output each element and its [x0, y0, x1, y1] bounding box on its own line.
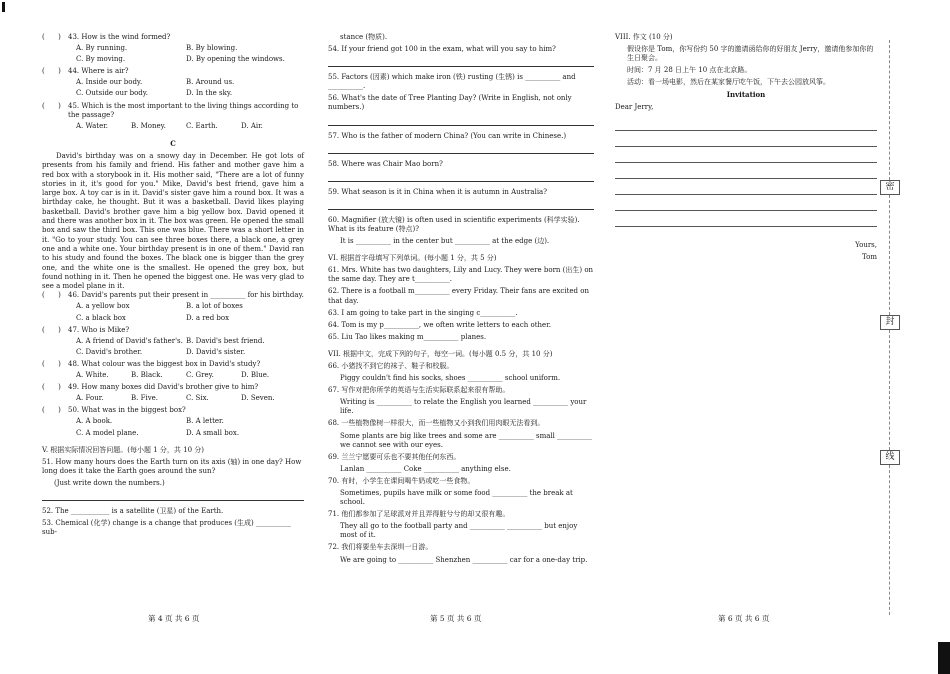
question-70-english: Sometimes, pupils have milk or some food __________ the break at school. — [340, 489, 573, 507]
question-63: 63. I am going to take part in the singing c__________. — [328, 308, 518, 317]
seal-label-feng: 封 — [880, 315, 900, 330]
writing-line[interactable] — [615, 195, 877, 211]
question-65: 65. Liu Tao likes making m__________ planes. — [328, 332, 487, 341]
question-53-continued: stance (物质). — [340, 33, 388, 41]
question-69-english: Lanlan __________ Coke __________ anything else. — [340, 464, 511, 473]
option: B. David's best friend. — [186, 336, 265, 345]
option: B. Around us. — [186, 78, 235, 87]
question-72: 72. 我们将要坐车去深圳一日游。 — [328, 543, 433, 552]
option: C. Grey. — [186, 371, 214, 380]
question-51-note: (Just write down the numbers.) — [54, 478, 165, 487]
question-56: 56. What's the date of Tree Planting Day? (Write in English, not only numbers.) — [328, 94, 572, 112]
option: D. Blue. — [241, 371, 270, 380]
page-6-column — [615, 33, 877, 265]
writing-activities: 活动：看一场电影，然后在某家餐厅吃午饭，下午去公园放风筝。 — [627, 78, 830, 87]
corner-mark-bottom — [938, 642, 950, 674]
options-49 — [42, 394, 304, 403]
section-5-title: V. 根据实际情况回答问题。(每小题 1 分，共 10 分) — [42, 445, 205, 454]
seal-dashed-line — [889, 330, 890, 450]
option: A. A friend of David's father's. — [76, 336, 183, 345]
option: C. By moving. — [76, 55, 126, 64]
page-footer-4: 第 4 页 共 6 页 — [148, 614, 200, 623]
options-45 — [42, 122, 304, 131]
answer-line-54[interactable] — [328, 57, 594, 67]
question-stem: 45. Which is the most important to the living things according to the passage? — [68, 101, 299, 119]
writing-line[interactable] — [615, 147, 877, 163]
writing-line[interactable] — [615, 179, 877, 195]
question-64: 64. Tom is my p__________, we often write letters to each other. — [328, 320, 551, 329]
answer-line-57[interactable] — [328, 144, 594, 154]
option: D. In the sky. — [186, 89, 233, 98]
option: D. A small box. — [186, 428, 240, 437]
option: C. Outside our body. — [76, 89, 149, 98]
question-stem: 44. Where is air? — [68, 67, 129, 76]
option: D. a red box — [186, 313, 230, 322]
seal-label-mi: 密 — [880, 180, 900, 195]
question-71-english: They all go to the football party and __________ __________ but enjoy most of it. — [340, 522, 578, 540]
question-68-english: Some plants are big like trees and some are __________ small __________ we cannot see with our eyes. — [340, 431, 593, 449]
options-47 — [42, 337, 304, 357]
options-48 — [42, 371, 304, 380]
section-7-title: VII. 根据中文，完成下列的句子，每空一词。(每小题 0.5 分，共 10 分) — [328, 349, 553, 358]
question-46 — [42, 291, 304, 300]
option: D. Air. — [241, 121, 263, 130]
letter-closing: Yours, — [855, 240, 877, 249]
option: D. Seven. — [241, 394, 275, 403]
answer-bracket[interactable]: ( ) — [42, 291, 61, 300]
question-47 — [42, 326, 304, 335]
seal-dashed-line — [889, 195, 890, 315]
writing-line[interactable] — [615, 131, 877, 147]
question-43 — [42, 33, 304, 42]
question-stem: 48. What colour was the biggest box in David's study? — [68, 359, 261, 368]
seal-dashed-line — [889, 40, 890, 180]
letter-title: Invitation — [726, 90, 766, 100]
options-50 — [42, 417, 304, 437]
seal-label-xian: 线 — [880, 450, 900, 465]
question-70: 70. 有时，小学生在课间喝牛奶或吃一些食物。 — [328, 476, 475, 485]
question-60-fill: It is __________ in the center but __________ at the edge (边). — [340, 237, 550, 246]
option: A. By running. — [76, 44, 128, 53]
options-43 — [42, 44, 304, 64]
options-44 — [42, 78, 304, 98]
question-58: 58. Where was Chair Mao born? — [328, 159, 443, 168]
question-stem: 50. What was in the biggest box? — [68, 406, 186, 415]
letter-salutation: Dear Jerry, — [615, 102, 654, 111]
question-51: 51. How many hours does the Earth turn on its axis (轴) in one day? How long does it take the Earth goes around the sun? — [42, 457, 302, 475]
option: B. By blowing. — [186, 44, 238, 53]
question-stem: 43. How is the wind formed? — [68, 33, 171, 41]
question-stem: 47. Who is Mike? — [68, 325, 130, 334]
question-stem: 46. David's parents put their present in __________ for his birthday. — [68, 291, 304, 300]
section-c-heading: C — [170, 138, 176, 148]
question-49 — [42, 383, 304, 392]
question-55: 55. Factors (因素) which make iron (铁) rusting (生锈) is __________ and __________. — [328, 73, 576, 91]
question-71: 71. 他们都参加了足球派对并且弄得脏兮兮的却又很有趣。 — [328, 510, 510, 519]
page-4-column — [42, 33, 304, 540]
option: A. Water. — [76, 121, 109, 130]
option: C. A model plane. — [76, 428, 139, 437]
question-67: 67. 写作对把你所学的英语与生活实际联系起来很有帮助。 — [328, 386, 510, 395]
passage-paragraph: David's birthday was on a snowy day in December. He got lots of presents from his family and friend. His father and mother gave him a red box with a storybook in it. His mother said, "There are a lot of funny stories in it, it's good for you." Mike, David's best friend, gave him a large box. A toy car is in it. David's sister gave him a round box. It was a birthday cake, he thought. But it was a basketball. David likes playing basketball. David's brother gave him a big yellow box. David opened it and there was another box in it. The box was green. He opened the small box and saw the third box. This one was blue. There was a short letter in it. "Go to your study. You can see three boxes there, a black one, a grey one and a white one. Your birthday present is in one of them." David ran to his study and found the boxes. The black one is bigger than the grey one, and the white one is the smallest. He opened the grey box, but found nothing in it. Then he opened the biggest one. He was very glad to see a model plane in it. — [42, 151, 304, 291]
writing-task: 假设你是 Tom，你写份约 50 字的邀请函给你的好朋友 Jerry，邀请他参加你的生日聚会。 — [627, 45, 874, 63]
page-footer-5: 第 5 页 共 6 页 — [430, 614, 482, 623]
option: D. By opening the windows. — [186, 55, 285, 64]
option: C. David's brother. — [76, 347, 143, 356]
question-stem: 49. How many boxes did David's brother give to him? — [68, 383, 259, 392]
option: C. a black box — [76, 313, 126, 322]
question-52: 52. The ___________ is a satellite (卫星) of the Earth. — [42, 506, 224, 515]
question-61: 61. Mrs. White has two daughters, Lily and Lucy. They were born (出生) on the same day. They are t__________. — [328, 266, 594, 284]
option: B. Five. — [131, 394, 159, 403]
question-69: 69. 兰兰宁愿要可乐也不要其他任何东西。 — [328, 452, 461, 461]
question-59: 59. What season is it in China when it is autumn in Australia? — [328, 187, 547, 196]
letter-signature: Tom — [862, 252, 877, 261]
writing-time: 时间：7 月 28 日上午 10 点在北京路。 — [627, 66, 752, 75]
writing-line[interactable] — [615, 163, 877, 179]
answer-bracket[interactable]: ( ) — [42, 383, 61, 392]
question-66: 66. 小猪找不到它的袜子、鞋子和校服。 — [328, 361, 454, 370]
writing-line[interactable] — [615, 115, 877, 131]
writing-line[interactable] — [615, 211, 877, 227]
option: A. Inside our body. — [76, 78, 143, 87]
answer-line-58[interactable] — [328, 172, 594, 182]
answer-bracket[interactable]: ( ) — [42, 406, 61, 415]
answer-bracket[interactable]: ( ) — [42, 101, 61, 110]
page-5-column — [328, 33, 594, 568]
option: B. a lot of boxes — [186, 302, 243, 311]
question-66-english: Piggy couldn't find his socks, shoes __________ school uniform. — [340, 374, 561, 383]
option: A. A book. — [76, 417, 113, 426]
section-8-title: VIII. 作文 (10 分) — [615, 33, 673, 41]
option: D. David's sister. — [186, 347, 246, 356]
option: A. a yellow box — [76, 302, 130, 311]
option: B. Black. — [131, 371, 163, 380]
reading-passage — [42, 152, 304, 291]
options-46 — [42, 302, 304, 322]
page-footer-6: 第 6 页 共 6 页 — [718, 614, 770, 623]
answer-line-51[interactable] — [42, 491, 304, 501]
question-67-english: Writing is __________ to relate the English you learned __________ your life. — [340, 398, 587, 416]
option: B. A letter. — [186, 417, 224, 426]
option: B. Money. — [131, 121, 166, 130]
answer-bracket[interactable]: ( ) — [42, 33, 61, 41]
question-68: 68. 一些植物像树一样很大，而一些植物又小到我们用肉眼无法看到。 — [328, 419, 545, 428]
answer-bracket[interactable]: ( ) — [42, 325, 61, 334]
option: A. Four. — [76, 394, 104, 403]
option: C. Earth. — [186, 121, 218, 130]
section-6-title: VI. 根据首字母填写下列单词。(每小题 1 分，共 5 分) — [328, 254, 497, 263]
question-48 — [42, 360, 304, 369]
question-54: 54. If your friend got 100 in the exam, what will you say to him? — [328, 45, 556, 54]
question-53: 53. Chemical (化学) change is a change that produces (生成) __________ sub- — [42, 519, 291, 537]
question-44 — [42, 67, 304, 76]
corner-mark-top — [2, 2, 5, 12]
question-62: 62. There is a football m__________ every Friday. Their fans are excited on that day. — [328, 287, 589, 305]
seal-dashed-line — [889, 465, 890, 615]
question-57: 57. Who is the father of modern China? (You can write in Chinese.) — [328, 131, 567, 140]
question-72-english: We are going to __________ Shenzhen __________ car for a one-day trip. — [340, 555, 588, 564]
option: A. White. — [76, 371, 109, 380]
writing-area[interactable] — [615, 115, 877, 227]
answer-line-56[interactable] — [328, 116, 594, 126]
answer-bracket[interactable]: ( ) — [42, 67, 61, 76]
question-45 — [42, 102, 304, 120]
question-60: 60. Magnifier (放大镜) is often used in scientific experiments (科学实验). What is its feature (特点)? — [328, 215, 580, 233]
question-50 — [42, 406, 304, 415]
answer-bracket[interactable]: ( ) — [42, 359, 61, 368]
option: C. Six. — [186, 394, 209, 403]
answer-line-59[interactable] — [328, 200, 594, 210]
